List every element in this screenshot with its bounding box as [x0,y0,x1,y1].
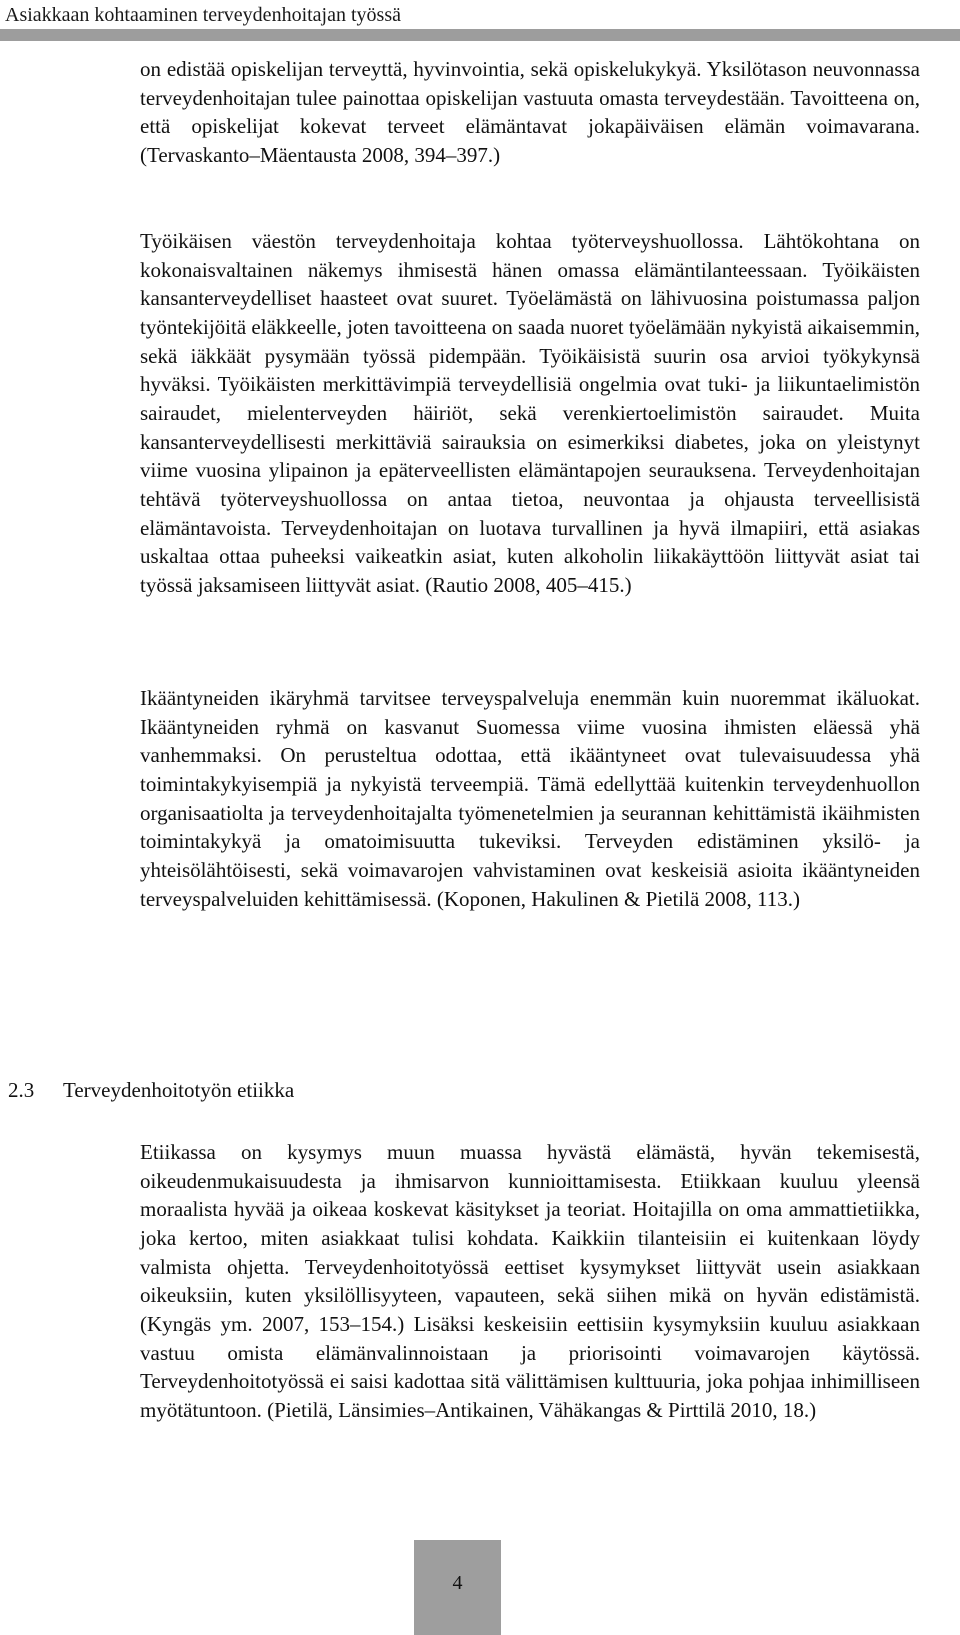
running-header [0,0,960,42]
header-rule [0,29,960,41]
section-title: Terveydenhoitotyön etiikka [63,1078,295,1102]
body-paragraph: on edistää opiskelijan terveyttä, hyvinvointia, sekä opiskelukykyä. Yksilötason neuvonnassa terveydenhoitajan tulee painottaa opiskelijan vastuuta omasta terveydestään. Tavoitteena on, että opiskelijat kokevat terveet elämäntavat jokapäiväisen elämän voimavarana. (Tervaskanto–Mäentausta 2008, 394–397.) [140,57,920,167]
paragraph-working-age [140,227,920,600]
page-number: 4 [452,1572,463,1594]
paragraph-elderly [140,684,920,913]
page-number-box [414,1540,501,1635]
paragraph-ethics [140,1138,920,1425]
body-paragraph: Etiikassa on kysymys muun muassa hyvästä elämästä, hyvän tekemisestä, oikeudenmukaisuudesta ja ihmisarvon kunnioittamisesta. Etiikkaan kuuluu yleensä moraalista hyvää ja oikeaa koskevat käsitykset ja teoriat. Hoitajilla on oma ammattietiikka, joka kertoo, miten asiakkaat tulisi kohdata. Kaikkiin tilanteisiin ei kuitenkaan löydy valmista ohjetta. Terveydenhoitotyössä eettiset kysymykset liittyvät usein asiakkaan oikeuksiin, kuten yksilöllisyyteen, vapauteen, sekä siihen mikä on hyvän edistämistä. (Kyngäs ym. 2007, 153–154.) Lisäksi keskeisiin eettisiin kysymyksiin kuuluu asiakkaan vastuu omista elämänvalinnoistaan ja priorisointi voimavarojen käytössä. Terveydenhoitotyössä ei saisi kadottaa sitä välittämisen kulttuuria, joka pohjaa inhimilliseen myötätuntoon. (Pietilä, Länsimies–Antikainen, Vähäkangas & Pirttilä 2010, 18.) [140,1140,920,1422]
body-paragraph: Työikäisen väestön terveydenhoitaja kohtaa työterveyshuollossa. Lähtökohtana on kokonaisvaltainen näkemys ihmisestä hänen omassa elämäntilanteessaan. Työikäisten kansanterveydelliset haasteet ovat suuret. Työelämästä on lähivuosina poistumassa paljon työntekijöitä eläkkeelle, joten tavoitteena on saada nuoret työelämään nykyistä aikaisemmin, sekä iäkkäät pysymään työssä pidempään. Työikäisistä suurin osa arvioi työkykynsä hyväksi. Työikäisten merkittävimpiä terveydellisiä ongelmia ovat tuki- ja liikuntaelimistön sairaudet, mielenterveyden häiriöt, sekä verenkiertoelimistön sairaudet. Muita kansanterveydellisesti merkittäviä sairauksia on esimerkiksi diabetes, joka on yleistynyt viime vuosina ylipainon ja epäterveellisten elämäntapojen seurauksena. Terveydenhoitajan tehtävä työterveyshuollossa on antaa tietoa, neuvontaa ja ohjausta terveellisistä elämäntavoista. Terveydenhoitajan on luotava turvallinen ja hyvä ilmapiiri, että asiakas uskaltaa ottaa puheeksi vaikeatkin asiat, kuten alkoholin liikakäyttöön liittyvät asiat tai työssä jaksamiseen liittyvät asiat. (Rautio 2008, 405–415.) [140,229,920,597]
paragraph-students [140,55,920,170]
running-header-title: Asiakkaan kohtaaminen terveydenhoitajan työssä [5,4,401,26]
section-number: 2.3 [8,1078,35,1102]
body-paragraph: Ikääntyneiden ikäryhmä tarvitsee terveyspalveluja enemmän kuin nuoremmat ikäluokat. Ikääntyneiden ryhmä on kasvanut Suomessa viime vuosina ihmisten eläessä yhä vanhemmaksi. On perusteltua odottaa, että ikääntyneet ovat tulevaisuudessa yhä toimintakykyisempiä ja nykyistä terveempiä. Tämä edellyttää kuitenkin terveydenhuollon organisaatiolta ja terveydenhoitajalta työmenetelmien ja seurannan kehittämistä ikäihmisten toimintakykyä ja omatoimisuutta tukeviksi. Terveyden edistäminen yksilö- ja yhteisölähtöisesti, sekä voimavarojen vahvistaminen ovat keskeisiä asioita ikääntyneiden terveyspalveluiden kehittämisessä. (Koponen, Hakulinen & Pietilä 2008, 113.) [140,686,920,911]
